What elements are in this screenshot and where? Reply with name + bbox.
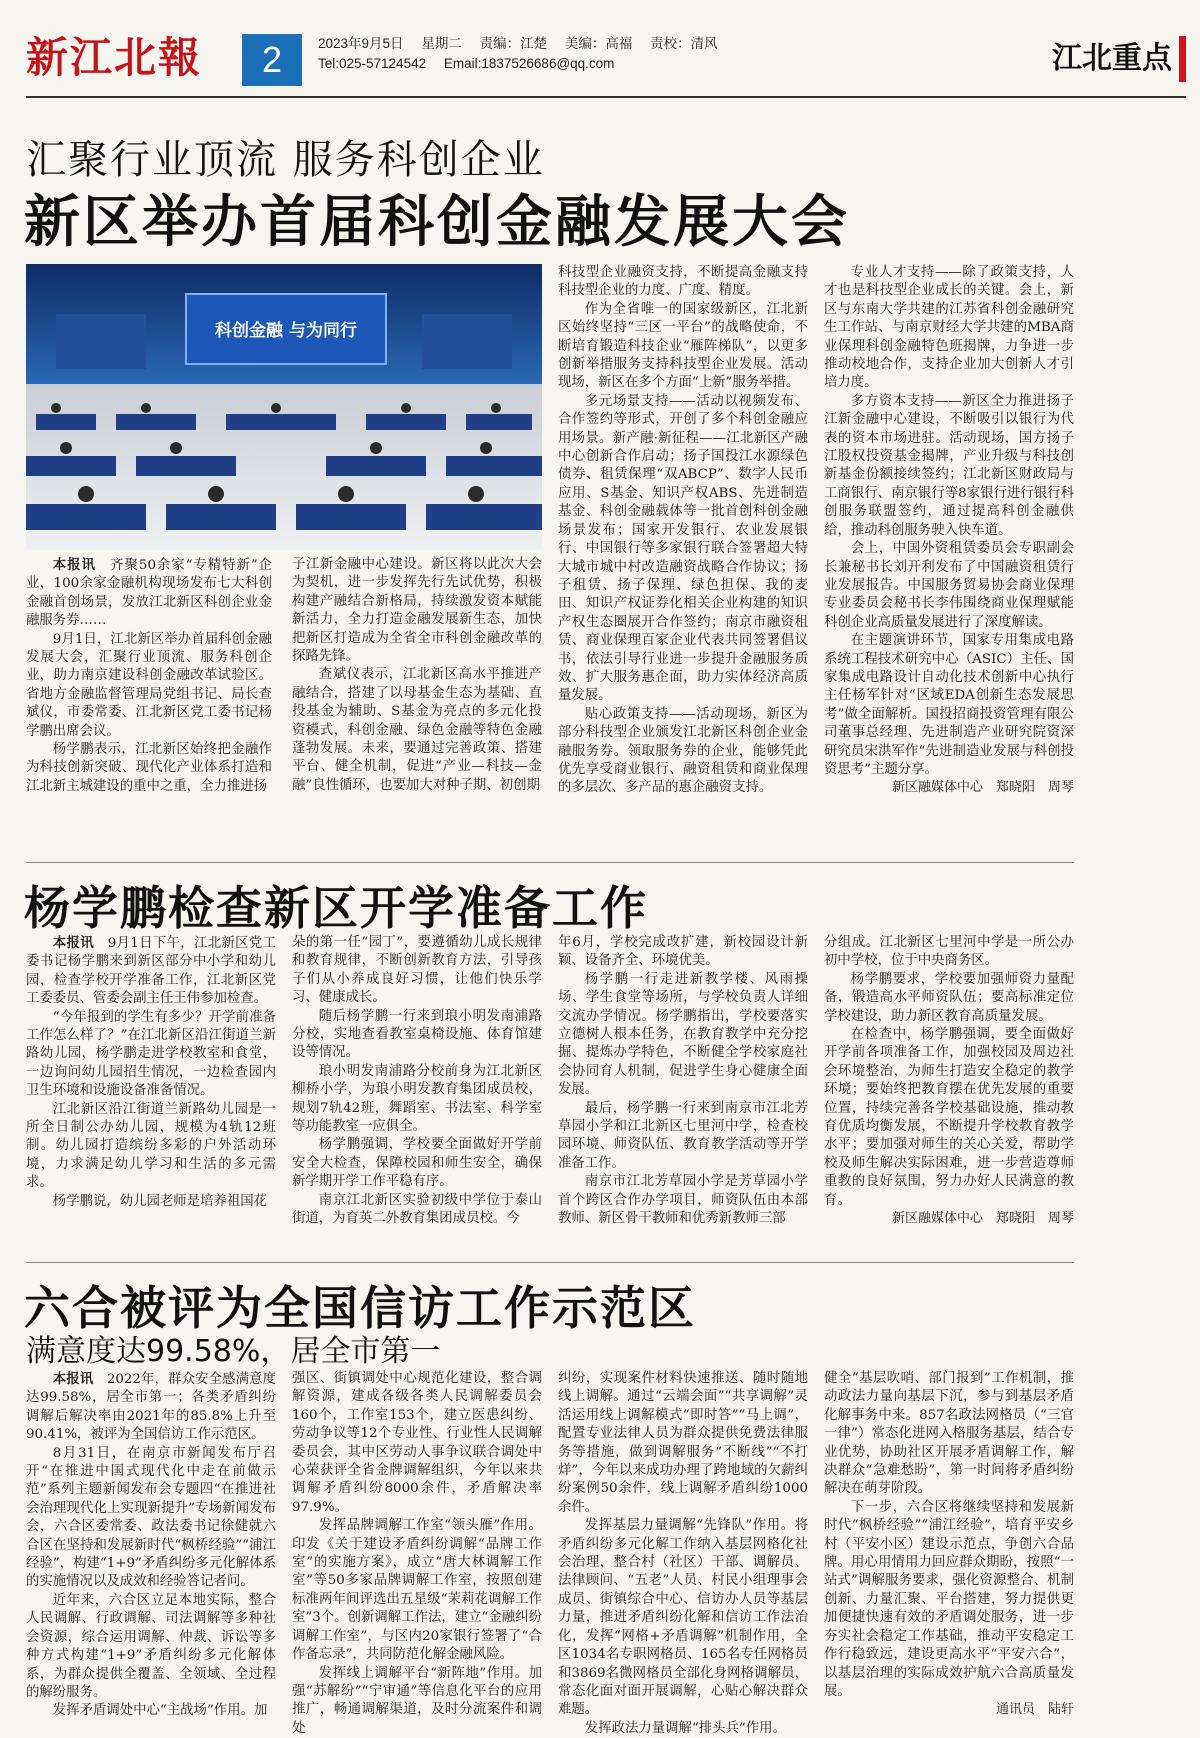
article1-para: 多方资本支持——新区全力推进扬子江新金融中心建设，不断吸引以银行为代表的资本市场进驻。活动现场，国方扬子江股权投资基金揭牌，产业升级与科技创新基金份额接续签约；江北新区财政局与工商银行、南京银行等8家银行进行银行科创服务联盟签约，通过提高科创金融供给，推动科创服务驶入快车道。 — [824, 393, 1074, 540]
article1-para: 杨学鹏表示，江北新区始终把金融作为科技创新突破、现代化产业体系打造和江北新主城建设的重中之重，全力推进扬 — [26, 741, 272, 796]
article3-para: 发挥政法力量调解“排头兵”作用。 — [558, 1720, 808, 1738]
article1-subtitle: 汇聚行业顶流 服务科创企业 — [26, 128, 545, 185]
article2-para: 杨学鹏说，幼儿园老师是培养祖国花 — [26, 1193, 276, 1211]
article1-para: 会上，中国外资租赁委员会专职副会长兼秘书长刘开利发布了中国融资租赁行业发展报告。中国服务贸易协会商业保理专业委员会秘书长李伟围绕商业保理赋能科创企业高质量发展进行了深度解读。 — [824, 540, 1074, 632]
article2-para: 杨学鹏一行走进新教学楼、风雨操场、学生食堂等场所，与学校负责人详细交流办学情况。杨学鹏指出，学校要落实立德树人根本任务，在教育教学中充分挖掘、提炼办学特色，不断健全学校家庭社会协同育人机制，促进学生身心健康全面发展。 — [558, 971, 808, 1100]
article-divider — [26, 1262, 1074, 1263]
article-divider — [26, 862, 1074, 863]
masthead-rule — [26, 96, 1186, 98]
photo-screen-text: 科创金融 与为同行 — [215, 320, 357, 341]
section-title: 江北重点 — [1052, 36, 1172, 82]
article3-para: 发挥基层力量调解“先锋队”作用。将矛盾纠纷多元化解工作纳入基层网格化社会治理，整合村（社区）干部、调解员、法律顾问、“五老”人员、村民小组理事会成员、街镇综合中心、信访办人员等基层力量，推进矛盾纠纷化解和信访工作法治化，发挥“网格+矛盾调解”机制作用，全区1034名专职网格员、165名专任网格员和3869名微网格员全部化身网格调解员，常态化面对面开展调解，心贴心解决群众难题。 — [558, 1517, 808, 1719]
article3-para: 下一步，六合区将继续坚持和发展新时代“枫桥经验”“浦江经验”，培育平安乡村（平安小区）建设示范点，争创六合品牌。用心用情用力回应群众期盼，按照“一站式”调解服务要求，强化资源整合、机制创新、力量汇聚、平台搭建，努力提供更加便捷快速有效的矛盾调处服务，进一步夯实社会稳定工作基础，推动平安稳定工作行稳致远，建设更高水平“平安六合”，以基层治理的实际成效护航六合高质量发展。 — [824, 1499, 1074, 1701]
article1-para: 9月1日，江北新区举办首届科创金融发展大会，汇聚行业顶流、服务科创企业，助力南京建设科创金融改革试验区。省地方金融监督管理局党组书记、局长查斌仪，市委常委、江北新区党工委书记杨学鹏出席会议。 — [26, 631, 272, 741]
article3-column-1 — [26, 1370, 276, 1721]
article1-para: 贴心政策支持——活动现场，新区为部分科技型企业颁发江北新区科创企业金融服务券。领取服务券的企业，能够凭此优先享受商业银行、融资租赁和商业保理的多层次、多产品的惠企融资支持。 — [558, 706, 808, 798]
article3-column-3 — [558, 1370, 808, 1738]
proofreader-credit: 责校：清风 — [650, 36, 718, 51]
article2-para: 杨学鹏强调，学校要全面做好开学前安全大检查，保障校园和师生安全，确保新学期开学工作平稳有序。 — [292, 1136, 542, 1191]
article3-column-2 — [292, 1370, 542, 1738]
article1-para: 专业人才支持——除了政策支持，人才也是科技型企业成长的关键。会上，新区与东南大学共建的江苏省科创金融研究生工作站、与南京财经大学共建的MBA商业保理科创金融特色班揭牌，力争进一步推动校地合作，支持企业加大创新人才引培力度。 — [824, 264, 1074, 393]
article2-para: 分组成。江北新区七里河中学是一所公办初中学校，位于中央商务区。 — [824, 934, 1074, 971]
article3-para: 发挥矛盾调处中心“主战场”作用。加 — [26, 1702, 276, 1720]
editor-credit: 责编：江楚 — [480, 36, 548, 51]
section-accent-bar — [1179, 36, 1186, 82]
article1-para: 查斌仪表示，江北新区高水平推进产融结合，搭建了以母基金生态为基础、直投基金为辅助、S基金为亮点的多元化投资模式，科创金融、绿色金融等特色金融蓬勃发展。未来，要通过完善政策、搭建平台、健全机制，促进“产业—科技—金融”良性循环，也要加大对种子期、初创期 — [292, 666, 542, 795]
conference-photo-illustration — [26, 264, 542, 550]
article1-para: 子江新金融中心建设。新区将以此次大会为契机，进一步发挥先行先试优势，积极构建产融结合新格局，持续激发资本赋能新活力，全力打造金融发展新生态，加快把新区打造成为全省全市科创金融改革的探路先锋。 — [292, 556, 542, 666]
art-editor-credit: 美编：高福 — [565, 36, 633, 51]
article1-column-1 — [26, 556, 272, 796]
article3-para: 强区、街镇调处中心规范化建设，整合调解资源，建成各级各类人民调解委员会160个，工作室153个，建立医患纠纷、劳动争议等12个专业性、行业性人民调解委员会，其中区劳动人事争议联合调处中心荣获评全省金牌调解组织，今年以来共调解矛盾纠纷8000余件，矛盾解决率97.9%。 — [292, 1370, 542, 1517]
issue-date: 2023年9月5日 — [318, 36, 404, 51]
article2-para: 本报讯 9月1日下午，江北新区党工委书记杨学鹏来到新区部分中小学和幼儿园，检查学校开学准备工作，江北新区党工委委员、管委会副主任王伟参加检查。 — [26, 934, 276, 1009]
article2-para: “今年报到的学生有多少？开学前准备工作怎么样了？”在江北新区沿江街道兰新路幼儿园，杨学鹏走进学校教室和食堂，一边询问幼儿园招生情况，一边检查园内卫生环境和设施设备准备情况。 — [26, 1009, 276, 1101]
article2-byline: 新区融媒体中心 郑晓阳 周琴 — [824, 1210, 1074, 1228]
masthead — [26, 30, 1186, 90]
article1-title: 新区举办首届科创金融发展大会 — [24, 178, 850, 258]
article1-para: 本报讯 齐聚50余家“专精特新”企业，100余家金融机构现场发布七大科创金融首创场景，发放江北新区科创企业金融服务券…… — [26, 556, 272, 631]
article2-para: 在检查中，杨学鹏强调，要全面做好开学前各项准备工作，加强校园及周边社会环境整治，为师生打造安全稳定的教学环境；要始终把教育摆在优先发展的重要位置，持续完善各学校基础设施，推动教育优质均衡发展，不断提升学校教育教学水平；要加强对师生的关心关爱，帮助学校及师生解决实际困难，进一步营造尊师重教的良好氛围，努力办好人民满意的教育。 — [824, 1026, 1074, 1210]
article3-para: 健全“基层吹哨、部门报到”工作机制，推动政法力量向基层下沉，参与到基层矛盾化解事务中来。857名政法网格员（“三官一律”）常态化进网入格服务基层，结合专业优势，协助社区开展矛盾调解工作，解决群众“急难愁盼”，第一时间将矛盾纠纷解决在萌芽阶段。 — [824, 1370, 1074, 1499]
contact-tel: Tel:025-57124542 — [318, 56, 426, 71]
article2-para: 江北新区沿江街道兰新路幼儿园是一所全日制公办幼儿园，规模为4轨12班制。幼儿园打造缤纷多彩的户外活动环境，力求满足幼儿学习和生活的多元需求。 — [26, 1101, 276, 1193]
article3-para: 纠纷，实现案件材料快速推送、随时随地线上调解。通过“云端会面”“共享调解”灵活运用线上调解模式“即时答”“马上调”，配置专业法律人员为群众提供免费法律服务等措施，做到调解服务“不断线”“不打烊”，今年以来成功办理了跨地域的欠薪纠纷案例50余件，线上调解矛盾纠纷1000余件。 — [558, 1370, 808, 1517]
page-number: 2 — [242, 34, 302, 86]
article1-para: 在主题演讲环节，国家专用集成电路系统工程技术研究中心（ASIC）主任、国家集成电路设计自动化技术创新中心执行主任杨军针对“区域EDA创新生态发展思考”做全面解析。国投招商投资管理有限公司董事总经理、先进制造产业研究院资深研究员宋洪军作“先进制造业发展与科创投资思考”主题分享。 — [824, 632, 1074, 779]
article1-para: 多元场景支持——活动以视频发布、合作签约等形式，开创了多个科创金融应用场景。新产融·新征程——江北新区产融中心创新合作启动；扬子国投江水源绿色债券、租赁保理“双ABCP”、数字人民币应用、S基金、知识产权ABS、先进制造基金、科创金融载体等一批首创科创金融场景发布；国家开发银行、农业发展银行、中国银行等多家银行联合签署超大特大城市城中村改造融资战略合作协议；扬子租赁、扬子保理、绿色担保、我的麦田、知识产权证券化相关企业构建的知识产权生态圈展开合作签约；南京市融资租赁、商业保理百家企业代表共同签署倡议书，依法引导行业进一步提升金融服务质效、扩大服务惠企面，助力实体经济高质量发展。 — [558, 393, 808, 706]
article3-column-4 — [824, 1370, 1074, 1720]
article3-title: 六合被评为全国信访工作示范区 — [24, 1272, 696, 1338]
issue-meta — [318, 34, 732, 74]
article2-column-3 — [558, 934, 808, 1229]
article3-para: 本报讯 2022年，群众安全感满意度达99.58%，居全市第一；各类矛盾纠纷调解后解决率由2021年的85.8%上升至90.41%，被评为全国信访工作示范区。 — [26, 1370, 276, 1445]
newspaper-logo: 新江北報 — [26, 30, 202, 86]
article2-column-2 — [292, 934, 542, 1229]
article3-subtitle: 满意度达99.58%，居全市第一 — [26, 1326, 440, 1370]
article1-byline: 新区融媒体中心 郑晓阳 周琴 — [824, 779, 1074, 797]
contact-email: Email:1837526686@qq.com — [444, 56, 615, 71]
article2-para: 南京江北新区实验初级中学位于泰山街道，为育英二外教育集团成员校。今 — [292, 1192, 542, 1229]
article3-para: 近年来，六合区立足本地实际，整合人民调解、行政调解、司法调解等多种社会资源，综合运用调解、仲裁、诉讼等多种方式构建“1+9”矛盾纠纷多元化解体系，为群众提供全覆盖、全领域、全过程的解纷服务。 — [26, 1592, 276, 1702]
article2-para: 南京市江北芳草园小学是芳草园小学首个跨区合作办学项目，师资队伍由本部教师、新区骨干教师和优秀新教师三部 — [558, 1173, 808, 1228]
article1-column-2 — [292, 556, 542, 795]
article3-para: 发挥线上调解平台“新阵地”作用。加强“苏解纷”“宁审通”等信息化平台的应用推广，畅通调解渠道，及时分流案件和调处 — [292, 1665, 542, 1738]
conference-photo — [26, 264, 542, 550]
article2-column-4 — [824, 934, 1074, 1229]
article3-para: 发挥品牌调解工作室“领头雁”作用。印发《关于建设矛盾纠纷调解“品牌工作室”的实施方案》，成立“唐大林调解工作室”等50多家品牌调解工作室，按照创建标准两年间评选出五星级“茉莉花调解工作室”3个。创新调解工作法，建立“金融纠纷调解工作室”，与区内20家银行签署了“合作备忘录”，共同防范化解金融风险。 — [292, 1517, 542, 1664]
article3-para: 8月31日，在南京市新闻发布厅召开“在推进中国式现代化中走在前做示范”系列主题新闻发布会专题四“在推进社会治理现代化上实现新提升”专场新闻发布会，六合区委常委、政法委书记徐健就六合区在坚持和发展新时代“枫桥经验”“浦江经验”，构建“1+9”矛盾纠纷多元化解体系的实施情况以及成效和经验答记者问。 — [26, 1445, 276, 1592]
article1-column-4 — [824, 264, 1074, 798]
article1-column-3 — [558, 264, 808, 798]
article2-para: 年6月，学校完成改扩建，新校园设计新颖、设备齐全、环境优美。 — [558, 934, 808, 971]
article2-para: 琅小明发南浦路分校前身为江北新区柳桥小学，为琅小明发教育集团成员校，规划7轨42班，舞蹈室、书法室、科学室等功能教室一应俱全。 — [292, 1063, 542, 1137]
article2-title: 杨学鹏检查新区开学准备工作 — [24, 872, 648, 938]
article2-column-1 — [26, 934, 276, 1211]
article1-para: 作为全省唯一的国家级新区，江北新区始终坚持“三区一平台”的战略使命，不断培育锻造科技企业“雁阵梯队”，以更多创新举措服务支持科技型企业发展。活动现场，新区在多个方面“上新”服务举措。 — [558, 301, 808, 393]
article3-byline: 通讯员 陆轩 — [824, 1701, 1074, 1719]
article2-para: 朵的第一任“园丁”，要遵循幼儿成长规律和教育规律，不断创新教育方法，引导孩子们从小养成良好习惯，让他们快乐学习、健康成长。 — [292, 934, 542, 1008]
issue-weekday: 星期二 — [421, 36, 462, 51]
article2-para: 杨学鹏要求，学校要加强师资力量配备，锻造高水平师资队伍；要高标准定位学校建设，助力新区教育高质量发展。 — [824, 971, 1074, 1026]
article2-para: 最后，杨学鹏一行来到南京市江北芳草园小学和江北新区七里河中学，检查校园环境、师资队伍、教育教学活动等开学准备工作。 — [558, 1100, 808, 1174]
article2-para: 随后杨学鹏一行来到琅小明发南浦路分校，实地查看教室桌椅设施、体育馆建设等情况。 — [292, 1008, 542, 1063]
article1-para: 科技型企业融资支持，不断提高金融支持科技型企业的力度、广度、精度。 — [558, 264, 808, 301]
